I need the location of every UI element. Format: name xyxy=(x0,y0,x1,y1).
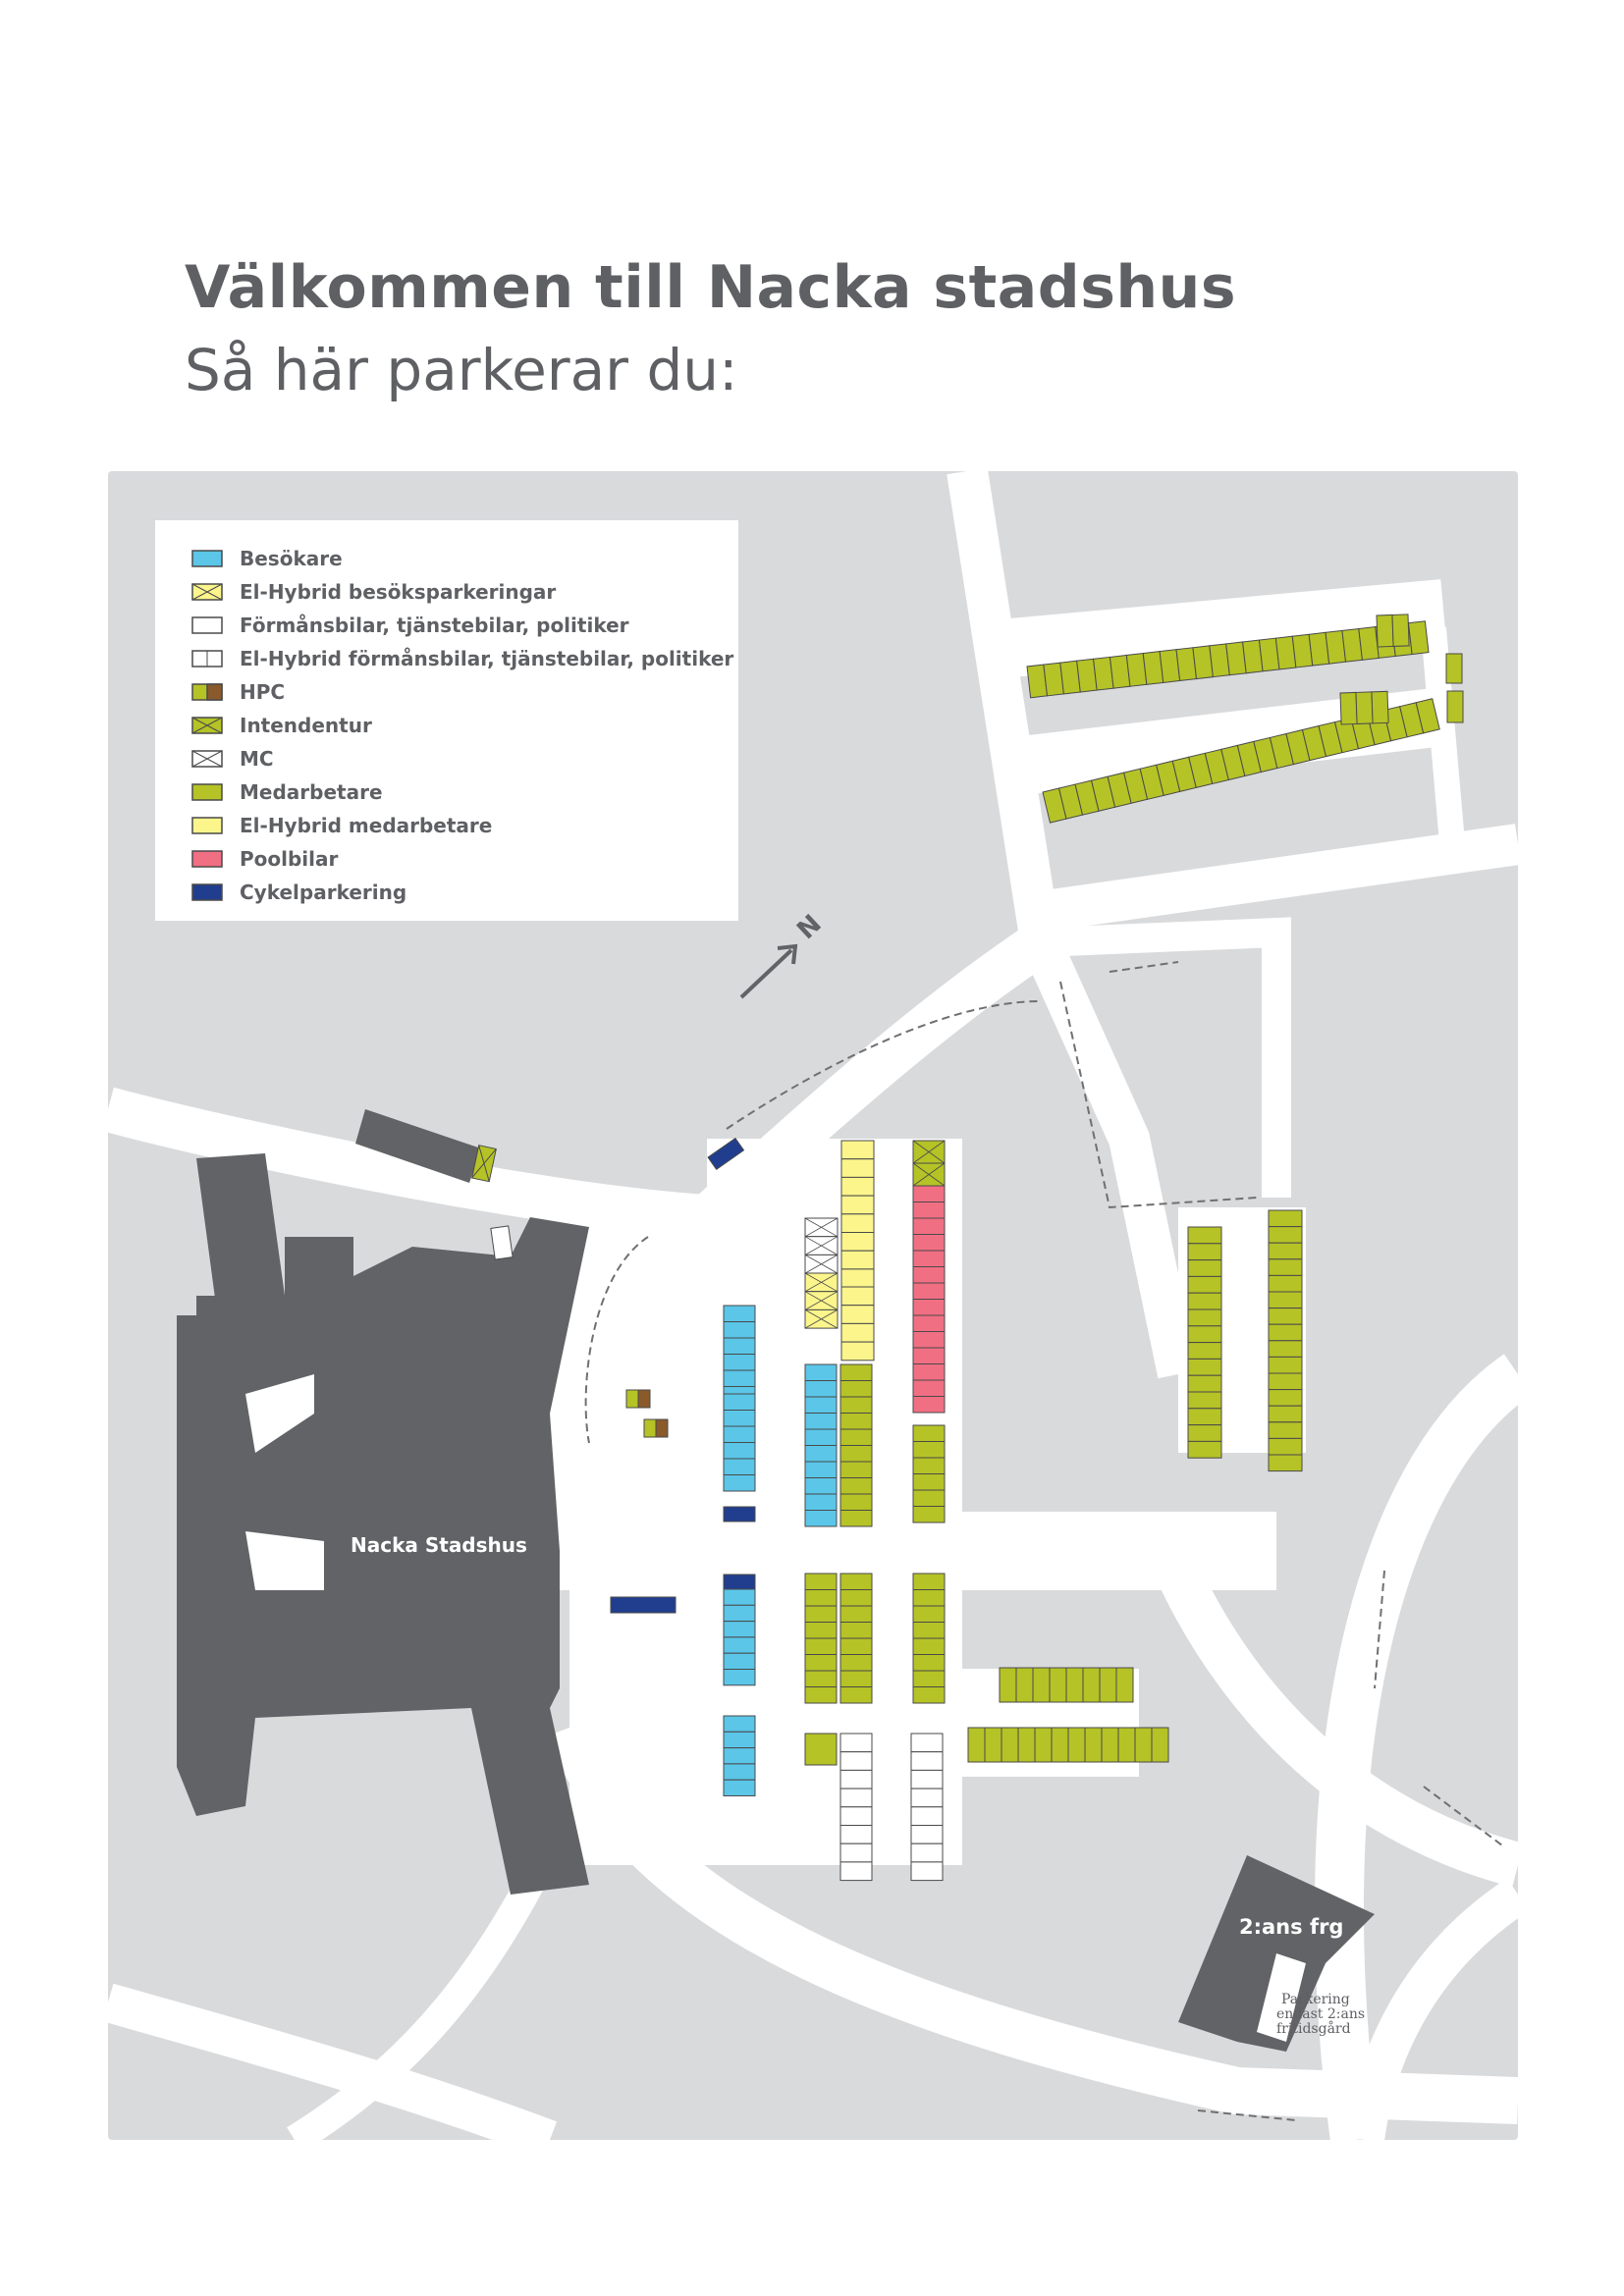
cykel-column-b xyxy=(724,1575,755,1589)
medarbetare-column-a xyxy=(840,1364,872,1526)
cykel-column-a xyxy=(724,1507,755,1522)
besokare-column-c xyxy=(724,1589,755,1685)
swatch-poolbilar xyxy=(192,851,222,867)
el-hybrid-besok-spaces xyxy=(805,1273,838,1328)
poolbilar-column xyxy=(913,1186,945,1413)
legend-label-medarbetare: Medarbetare xyxy=(240,780,383,804)
swatch-cykelparkering xyxy=(192,884,222,900)
swatch-forman xyxy=(192,617,222,633)
stadshus-label: Nacka Stadshus xyxy=(351,1533,527,1557)
upper-parking-row-a-end xyxy=(1377,614,1409,647)
upper-parking-east-2 xyxy=(1447,691,1463,722)
legend-label-hpc: HPC xyxy=(240,680,286,704)
hpc-space-b xyxy=(644,1419,668,1437)
forman-space-small xyxy=(491,1226,513,1259)
east-parking-column-b xyxy=(1269,1210,1302,1471)
swatch-el-hybrid-medarbetare xyxy=(192,818,222,833)
legend-label-el-hybrid-forman: El-Hybrid förmånsbilar, tjänstebilar, politiker xyxy=(240,647,734,670)
fritidsgard-note-line1: Parkering xyxy=(1281,1992,1350,2007)
medarbetare-column-b xyxy=(913,1425,945,1522)
legend-label-intendentur: Intendentur xyxy=(240,714,372,737)
intendentur-spaces xyxy=(913,1141,945,1186)
forman-column-a xyxy=(840,1734,872,1881)
south-row-a xyxy=(1000,1668,1133,1702)
medarbetare-single xyxy=(805,1734,837,1765)
legend-label-el-hybrid-besok: El-Hybrid besöksparkeringar xyxy=(240,580,557,604)
besokare-column-d xyxy=(724,1716,755,1796)
cykel-block-west xyxy=(611,1597,676,1613)
besokare-column-e xyxy=(805,1364,837,1526)
forman-column-b xyxy=(911,1734,943,1881)
fritidsgard-note-line2: endast 2:ans xyxy=(1276,2006,1366,2022)
besokare-column-b xyxy=(724,1394,755,1491)
south-row-b xyxy=(968,1728,1168,1762)
upper-parking-east-1 xyxy=(1446,654,1462,683)
el-hybrid-medarbetare-column-a xyxy=(841,1141,874,1288)
compass-label: N xyxy=(791,909,828,946)
legend-label-el-hybrid-medarbetare: El-Hybrid medarbetare xyxy=(240,814,493,837)
swatch-intendentur xyxy=(192,718,222,733)
fritidsgard-label: 2:ans frg xyxy=(1239,1915,1344,1939)
fritidsgard-note-line3: fritidsgård xyxy=(1276,2021,1351,2037)
medarbetare-column-e xyxy=(913,1574,945,1703)
east-parking-column-a xyxy=(1188,1227,1221,1458)
swatch-medarbetare xyxy=(192,784,222,800)
swatch-mc xyxy=(192,751,222,767)
swatch-el-hybrid-forman xyxy=(192,651,222,667)
swatch-el-hybrid-besok xyxy=(192,584,222,600)
page-subtitle: Så här parkerar du: xyxy=(185,337,738,403)
page-title: Välkommen till Nacka stadshus xyxy=(185,253,1237,322)
mc-spaces xyxy=(805,1218,838,1273)
legend-label-poolbilar: Poolbilar xyxy=(240,847,339,871)
legend-label-forman: Förmånsbilar, tjänstebilar, politiker xyxy=(240,614,629,637)
swatch-hpc xyxy=(192,684,222,700)
hpc-space-a xyxy=(626,1390,650,1408)
legend-label-besokare: Besökare xyxy=(240,547,343,570)
medarbetare-column-c xyxy=(805,1574,837,1703)
legend-label-cykelparkering: Cykelparkering xyxy=(240,881,407,904)
el-hybrid-medarbetare-column-b xyxy=(841,1287,874,1361)
legend-label-mc: MC xyxy=(240,747,274,771)
swatch-besokare xyxy=(192,551,222,566)
medarbetare-column-d xyxy=(840,1574,872,1703)
upper-parking-row-b-end xyxy=(1340,691,1388,724)
